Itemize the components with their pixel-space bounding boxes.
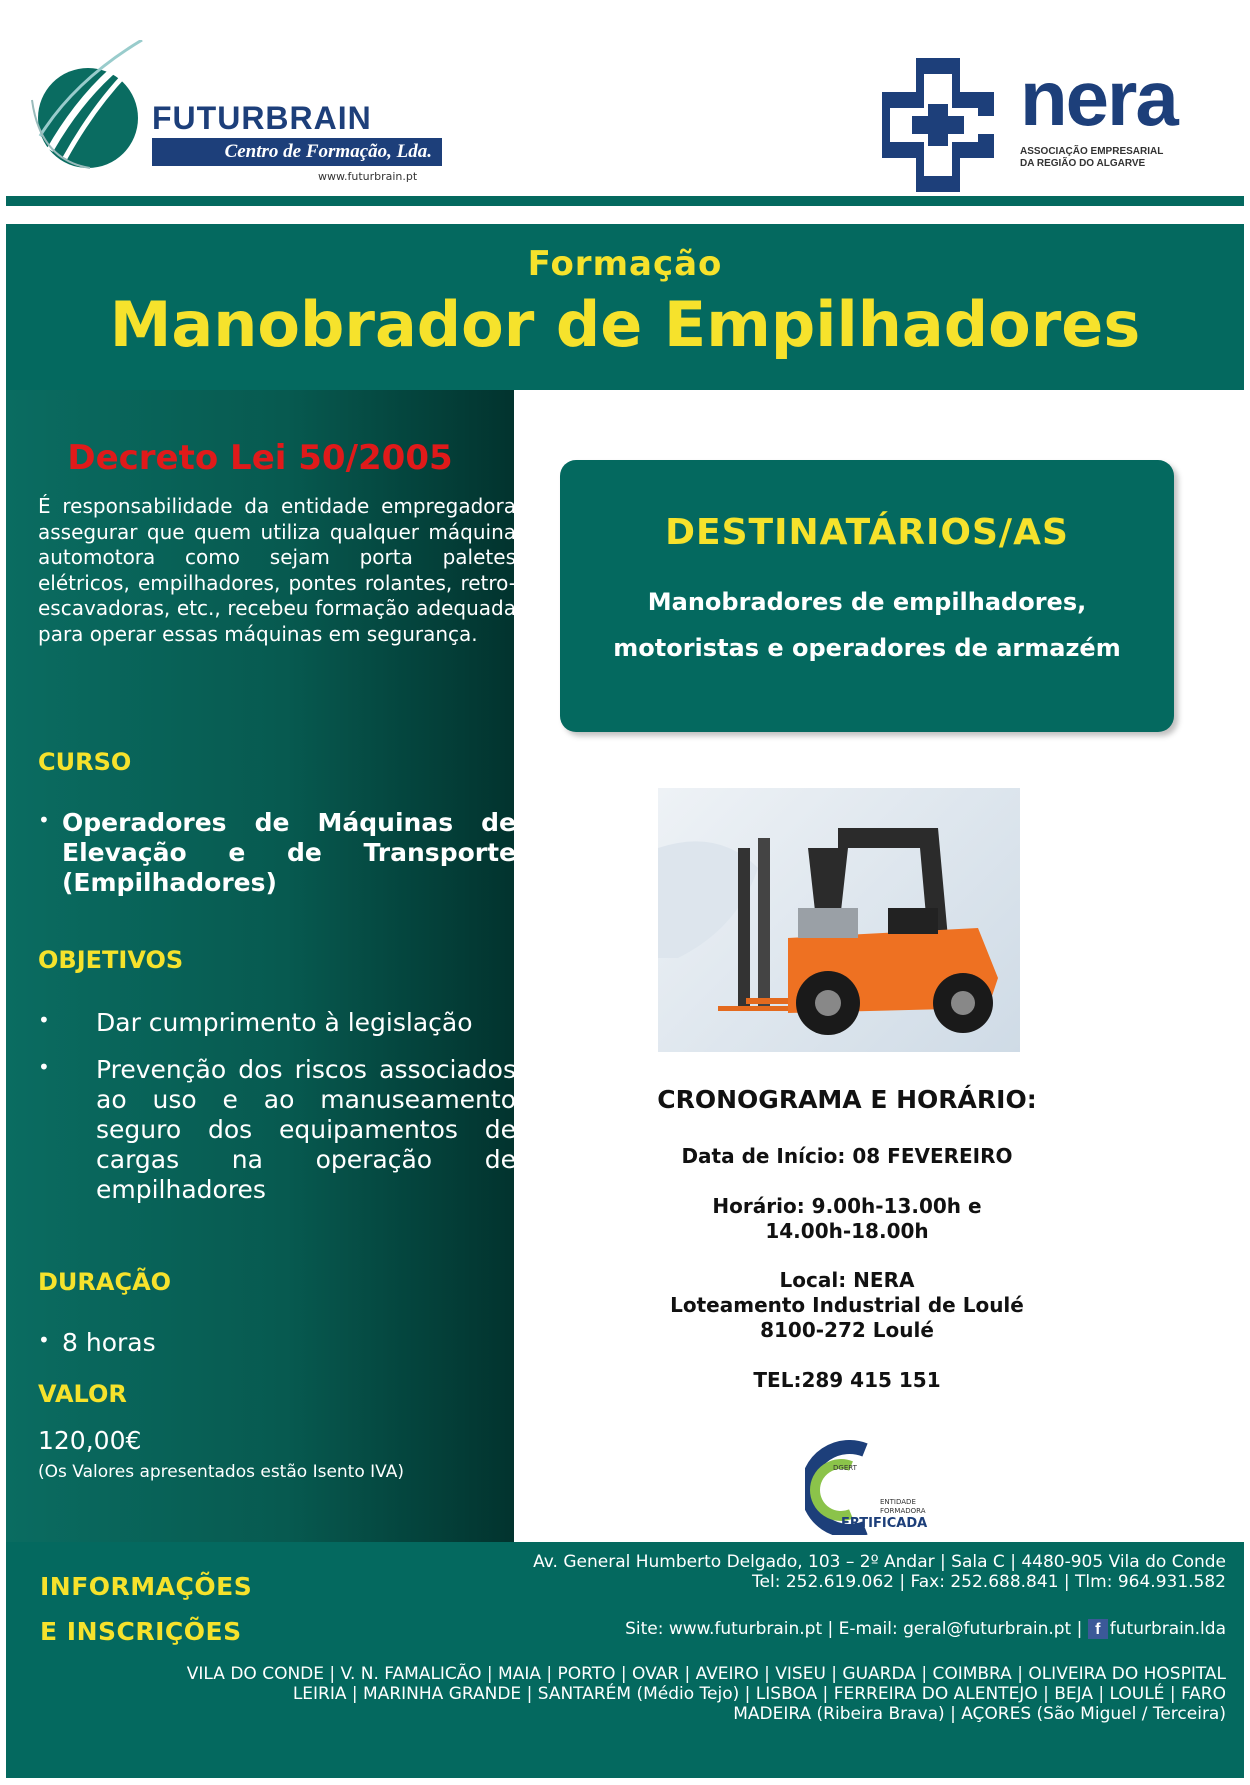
futurbrain-swoosh-icon	[30, 40, 150, 180]
local-line: Loteamento Industrial de Loulé	[670, 1293, 1024, 1317]
valor-heading: VALOR	[38, 1380, 127, 1408]
forklift-photo	[658, 788, 1020, 1052]
left-column	[6, 390, 514, 1542]
horario-line: 14.00h-18.00h	[765, 1219, 929, 1243]
futurbrain-url: www.futurbrain.pt	[318, 170, 418, 183]
nera-subtitle	[1020, 146, 1163, 170]
locations-line: MADEIRA (Ribeira Brava) | AÇORES (São Miguel / Terceira)	[733, 1704, 1226, 1724]
top-divider	[6, 196, 1244, 206]
locations-line: LEIRIA | MARINHA GRANDE | SANTARÉM (Médio Tejo) | LISBOA | FERREIRA DO ALENTEJO | BEJA | LOULÉ | FARO	[292, 1684, 1226, 1704]
futurbrain-subtitle: Centro de Formação, Lda.	[152, 138, 442, 166]
facebook-icon[interactable]: f	[1088, 1619, 1108, 1639]
locations-line: VILA DO CONDE | V. N. FAMALICÃO | MAIA | PORTO | OVAR | AVEIRO | VISEU | GUARDA | COIMBRA | OLIVEIRA DO HOSPITAL	[186, 1664, 1226, 1684]
title-band	[6, 224, 1244, 390]
destinatarios-line: Manobradores de empilhadores,	[647, 588, 1087, 616]
local-line: 8100-272 Loulé	[760, 1318, 934, 1342]
nera-subtitle-line: DA REGIÃO DO ALGARVE	[1020, 158, 1146, 169]
horario-line: Horário: 9.00h-13.00h e	[712, 1194, 982, 1218]
curso-text: Operadores de Máquinas de Elevação e de Transporte (Empilhadores)	[62, 808, 516, 897]
certificacao-small: ENTIDADE FORMADORA	[880, 1498, 926, 1515]
valor-note: (Os Valores apresentados estão Isento IVA)	[38, 1462, 404, 1482]
header	[0, 0, 1250, 200]
site-email[interactable]: Site: www.futurbrain.pt | E-mail: geral@futurbrain.pt |	[625, 1619, 1083, 1639]
title-kicker: Formação	[527, 244, 723, 284]
curso-heading: CURSO	[38, 748, 132, 776]
objetivo-text: Prevenção dos riscos associados ao uso e ao manuseamento seguro dos equipamentos de cargas na operação de empilhadores	[96, 1055, 516, 1204]
objetivos-heading: OBJETIVOS	[38, 946, 184, 974]
local-line: Local: NERA	[779, 1268, 915, 1292]
footer-phones: Tel: 252.619.062 | Fax: 252.688.841 | Tlm: 964.931.582	[752, 1572, 1226, 1592]
nera-name: nera	[1020, 54, 1177, 142]
intro-text: É responsabilidade da entidade empregadora assegurar que quem utiliza qualquer máquina automotora como sejam porta paletes elétricos, empilhadores, pontes rolantes, retro-escavadoras, etc., recebeu formação adequada para operar essas máquinas em segurança.	[38, 494, 516, 646]
bullet-icon: •	[38, 1055, 50, 1079]
cronograma-heading: CRONOGRAMA E HORÁRIO:	[657, 1085, 1037, 1114]
nera-cross-icon	[868, 58, 1008, 193]
destinatarios-line: motoristas e operadores de armazém	[613, 634, 1121, 662]
forklift-icon	[658, 788, 1020, 1052]
futurbrain-logo	[30, 40, 450, 190]
info-heading: INFORMAÇÕES	[40, 1572, 253, 1601]
duracao-heading: DURAÇÃO	[38, 1268, 172, 1296]
footer-address: Av. General Humberto Delgado, 103 – 2º Andar | Sala C | 4480-905 Vila do Conde	[533, 1552, 1226, 1572]
footer-contacts	[625, 1619, 1226, 1639]
data-inicio: Data de Início: 08 FEVEREIRO	[681, 1144, 1013, 1168]
objetivo-text: Dar cumprimento à legislação	[96, 1008, 473, 1037]
certificacao-side: DGERT	[833, 1464, 857, 1472]
certificacao-label: ERTIFICADA	[841, 1516, 928, 1531]
destinatarios-heading: DESTINATÁRIOS/AS	[665, 512, 1069, 553]
bullet-icon: •	[38, 808, 50, 832]
futurbrain-name: FUTURBRAIN	[152, 100, 372, 136]
duracao-text: 8 horas	[62, 1328, 156, 1357]
page-title: Manobrador de Empilhadores	[109, 288, 1141, 361]
telefone: TEL:289 415 151	[753, 1368, 941, 1392]
decreto-heading: Decreto Lei 50/2005	[67, 438, 453, 478]
destinatarios-box	[560, 460, 1174, 732]
facebook-link[interactable]: futurbrain.lda	[1109, 1619, 1226, 1639]
nera-logo	[868, 54, 1208, 193]
certificacao-badge	[805, 1440, 945, 1535]
valor-amount: 120,00€	[38, 1426, 142, 1455]
footer	[6, 1542, 1244, 1778]
nera-subtitle-line: ASSOCIAÇÃO EMPRESARIAL	[1020, 146, 1164, 157]
bullet-icon: •	[38, 1328, 50, 1352]
bullet-icon: •	[38, 1008, 50, 1032]
info-heading: E INSCRIÇÕES	[40, 1617, 242, 1646]
